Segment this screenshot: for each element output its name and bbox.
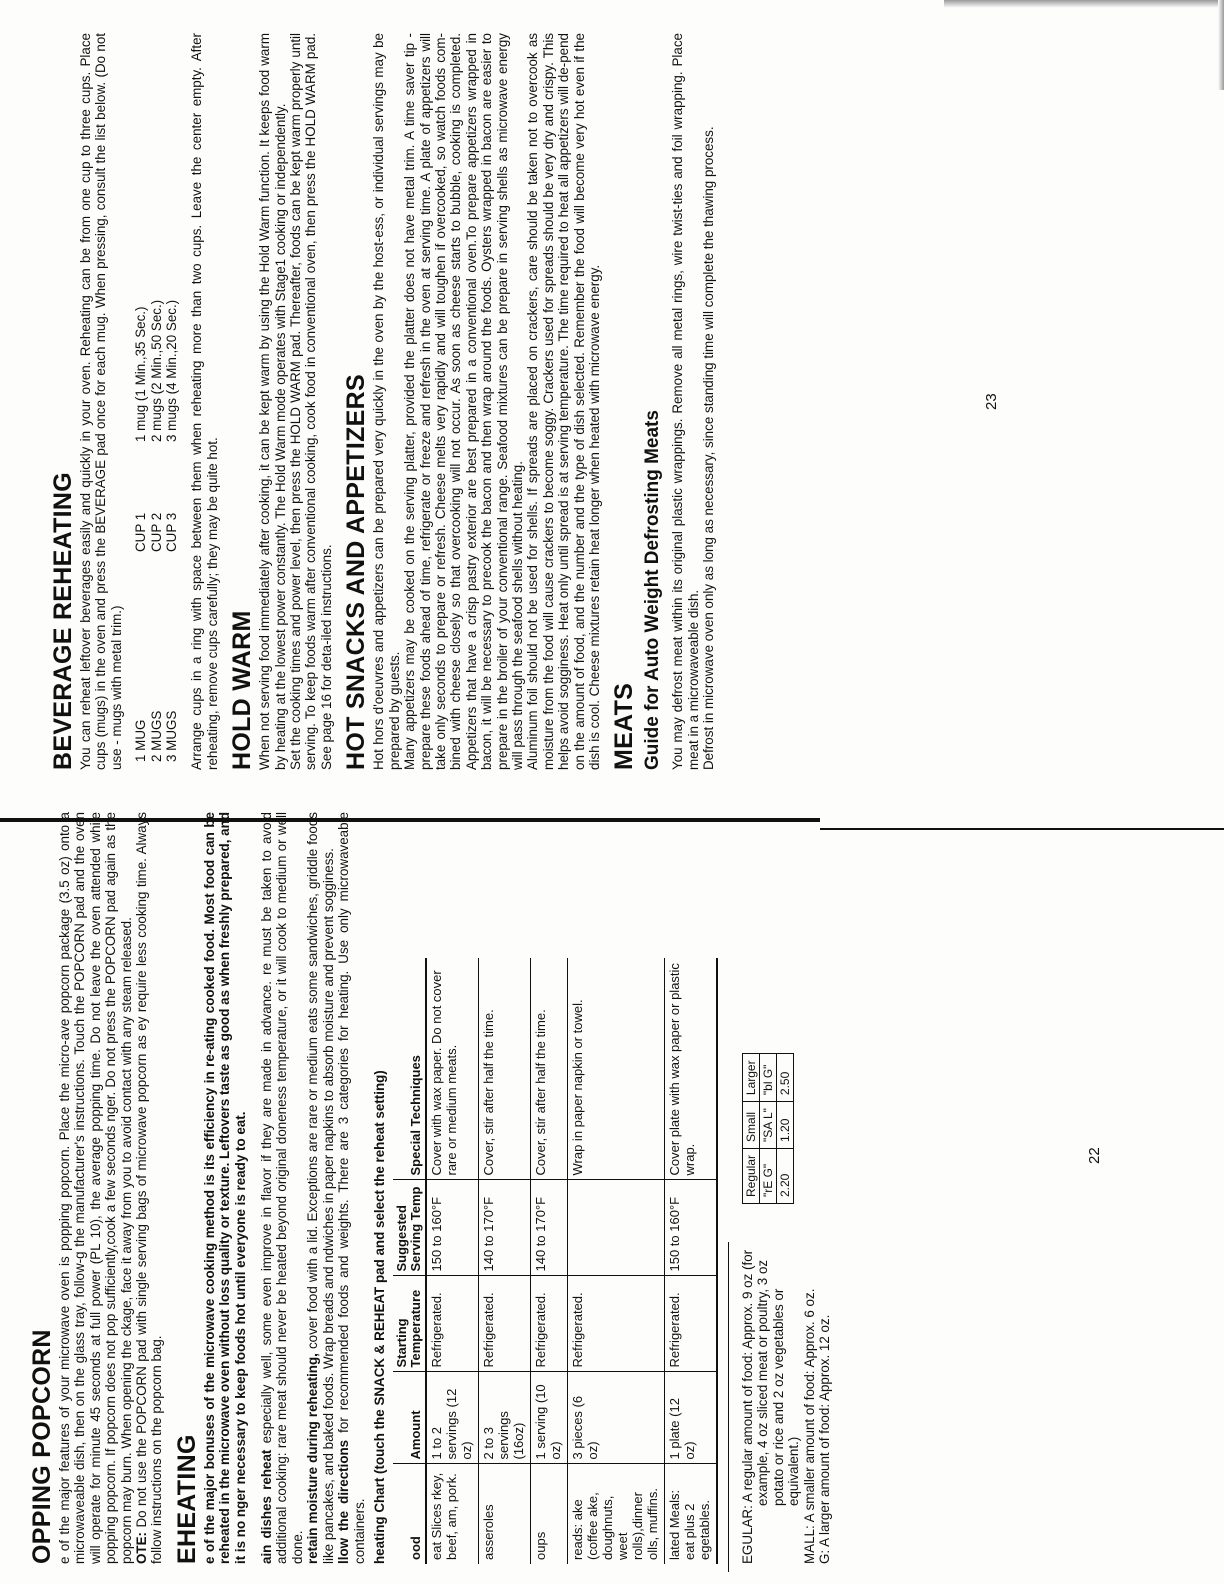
table-row [530,958,567,1564]
table-cell [567,1180,664,1276]
reheating-lead: e of the major bonuses of the microwave cooking method is its efficiency in re-ating cooked food. Most food can be reheated in the microwave oven without loss quality or texture. Leftovers taste as good as when freshly prepared, and it is no nger necessary to keep foods hot until everyone is ready to eat. [201,812,248,1564]
table-cell: Cover, stir after half the time. [478,958,530,1180]
table-cell: Refrigerated. [478,1276,530,1372]
table-cell: Refrigerated. [530,1276,567,1372]
table-cell: Refrigerated. [664,1276,717,1372]
table-row [478,958,530,1564]
table-cell: Cover with wax paper. Do not cover rare or medium meats. [426,958,479,1180]
table-row [759,1054,776,1204]
table-cell: Cover, stir after half the time. [530,958,567,1180]
table-cell: 1 to 2 servings (12 oz) [426,1372,479,1464]
table-cell: 3 mugs (4 Min.,20 Sec.) [164,299,180,442]
table-cell: "SA L" [759,1102,776,1149]
portion-definitions [730,1224,832,1564]
page-22 [24,804,1114,1564]
table-cell: Cover plate with wax paper or plastic wrap. [664,958,717,1180]
reheating-chart [393,958,718,1564]
table-cell: Larger [742,1054,759,1102]
chart-header-techniques: Special Techniques [393,958,426,1180]
chart-header-food: ood [393,1464,426,1564]
large-definition [817,1224,832,1564]
hot-snacks-text-1: Hot hors d'oeuvres and appetizers can be prepared very quickly in the oven by the host-ess, or individual servings may be prepared by guests. [371,33,402,770]
table-cell: 1 plate (12 oz) [664,1372,717,1464]
page-corner-shadow-right [1218,0,1224,90]
table-cell: Small [742,1102,759,1149]
reheat-main-dishes-text: especially well, some even improve in flavor if they are made in advance. re must be taken to avoid additional cooking: rare meat should never be heated beyond original doneness temperature, or it will cook to medium or well done. [259,812,305,1564]
beverage-text: You can reheat leftover beverages easily and quickly in your oven. Reheating can be from one cup to three cups. Place cups (mugs) in the oven and press the BEVERAGE pad once for each mug. When pressing, consult the list below. (Do not use - mugs with metal trim.) [78,33,124,770]
reheating-chart-header-row [393,958,426,1564]
table-row [149,300,164,762]
table-row [426,958,479,1564]
table-cell: 2 MUGS [148,710,164,762]
chart-header-amount: Amount [393,1372,426,1464]
meats-text-1: You may defrost meat within its original plastic wrappings. Remove all metal rings, wire twist-ties and foil wrapping. Place meat in a microwaveable dish. [670,33,701,770]
table-cell: 1 MUG [133,719,149,762]
large-label: G: [816,1549,832,1564]
small-label: MALL: [801,1525,817,1564]
arrange-cups-text: Arrange cups in a ring with space between them when reheating more than two cups. Leave the center empty. After reheating, remove cups carefully; they may be quite hot. [189,33,220,770]
table-cell: 150 to 160°F [664,1180,717,1276]
popcorn-heading: OPPING POPCORN [28,1329,56,1564]
table-cell: 2.20 [776,1148,793,1203]
regular-definition [740,1224,802,1564]
reheating-heading: EHEATING [172,1434,201,1564]
meats-text-2: Defrost in microwave oven only as long as necessary, since standing time will complete the thawing process. [701,126,717,770]
table-cell: Refrigerated. [567,1276,664,1372]
table-cell: 150 to 160°F [426,1180,479,1276]
table-cell: "rE G" [759,1148,776,1203]
hot-snacks-heading: HOT SNACKS AND APPETIZERS [342,374,371,770]
popcorn-note-label: OTE: [134,1532,150,1564]
popcorn-note-text: Do not use the POPCORN pad with single serving bags of microwave popcorn as ey require less cooking time. Always follow instructions on the popcorn bag. [134,812,165,1564]
notes-box-border [728,1242,729,1572]
hold-warm-heading: HOLD WARM [228,610,257,770]
table-cell: Wrap in paper napkin or towel. [567,958,664,1180]
table-cell: eat Slices rkey, beef, am, pork. [426,1464,479,1564]
table-cell: asseroles [478,1464,530,1564]
hold-warm-text-1: When not serving food immediately after cooking, it can be kept warm by using the Hold Warm function. It keeps food warm by heating at the lowest power constantly. The Hold Warm mode operates with Stage1 cooking or independently. [257,33,288,770]
table-row [567,958,664,1564]
chart-header-serving-temp: Suggested Serving Temp [393,1180,426,1276]
table-cell: 140 to 170°F [530,1180,567,1276]
table-cell: 140 to 170°F [478,1180,530,1276]
table-cell: 2 to 3 servings (16oz) [478,1372,530,1464]
reheat-directions-bold: llow the directions [336,1439,352,1564]
table-cell: CUP 3 [164,512,180,552]
meats-heading: MEATS [610,682,639,770]
table-cell: "bl G" [759,1054,776,1102]
table-cell: Refrigerated. [426,1276,479,1372]
regular-text: A regular amount of food: Approx. 9 oz (for example, 4 oz sliced meat or poultry, 3 oz potato or rice and 2 oz vegetables or equivalent.) [739,1249,802,1506]
regular-label: EGULAR: [739,1505,755,1564]
table-cell: 1.20 [776,1102,793,1149]
table-row [742,1054,759,1204]
reheat-moisture-bold: retain moisture during reheating, [305,1353,321,1564]
reheat-directions-text: for recommended foods and weights. There are 3 categories for heating. Use only microwaveable containers. [336,812,367,1564]
table-cell: 2 mugs (2 Min.,50 Sec.) [148,299,164,442]
beverage-heading: BEVERAGE REHEATING [49,471,77,770]
table-cell: 1 serving (10 oz) [530,1372,567,1464]
popcorn-note [134,812,165,1564]
reheat-moisture [305,812,336,1564]
table-cell: CUP 2 [148,512,164,552]
large-text: A larger amount of food: Approx. 12 oz. [816,1314,832,1547]
page-corner-shadow-top [944,0,1224,8]
mug-settings-table [133,300,179,762]
table-cell: 3 MUGS [164,710,180,762]
meats-subheading: Guide for Auto Weight Defrosting Meats [642,410,664,770]
table-row [664,958,717,1564]
hot-snacks-text-3: Aluminum foil should not be used for shells. If spreads are placed on crackers, care should be taken not to overcook as moisture from the food will cause crackers to become soggy. Crackers used for spreads should be very dry and crispy. This helps avoid sogginess. Heat only until spread is at serving temperature. The time required to heat all appetizers will de-pend on the amount of food, and the number and the type of dish selected. Remember the food will become very hot even if the dish is cool. Cheese mixtures retain heat longer when heated with microwave energy. [525,33,602,770]
popcorn-text: e of the major features of your microwave oven is popping popcorn. Place the micro-ave popcorn package (3.5 oz) onto a microwaveable dish, then on the glass tray, follow-g the manufacturer's instructions. Touch the POPCORN pad and the oven will operate for minute 45 seconds at full power (PL 10), the average popping time. Do not leave the oven attended while popping popcorn. If popcorn does not pop sufficiently,cook a few seconds nger. Do not press the POPCORN pad again as the popcorn may burn. When opening the ckage, face it away from you to avoid contact with any steam released. [57,812,134,1564]
reheat-main-dishes [259,812,305,1564]
table-cell: 1 mug (1 Min.,35 Sec.) [133,306,149,442]
table-cell: Regular [742,1148,759,1203]
hot-snacks-text-2: Many appetizers may be cooked on the serving platter, provided the platter does not have metal trim. A time saver tip - prepare these foods ahead of time, refrigerate or freeze and refresh in the oven at serving time. A plate of appetizers will take only seconds to prepare or refresh. Cheese melts very rapidly and will toughen if overcooked, so watch foods com-bined with cheese closely so that overcooking will not occur. As soon as cheese starts to bubble, cooking is completed. Appetizers that have a crisp pastry exterior are best prepared in a conventional oven.To prepare appetizers wrapped in bacon, it will be necessary to precook the bacon and then wrap around the foods. Oysters wrapped in bacon are easier to prepare in the broiler of your conventional range. Seafood mixtures can be prepare in serving shells as microwave energy will pass through the seafood shells without heating. [402,33,525,770]
reheating-chart-title: heating Chart (touch the SNACK & REHEAT pad and select the reheat setting) [371,1070,387,1564]
page-23 [45,25,1005,770]
table-cell: lated Meals: eat plus 2 egetables. [664,1464,717,1564]
page-number-22: 22 [1086,1147,1103,1164]
chart-header-starting-temp: Starting Temperature [393,1276,426,1372]
portion-size-table [742,1053,794,1204]
table-cell: reads: ake (coffee ake, doughnuts, weet rolls),dinner olls, muffins. [567,1464,664,1564]
small-definition [802,1224,817,1564]
reheat-moisture-text: cover food with a lid. Exceptions are rare or medium eats some sandwiches, griddle foods like pancakes, and baked foods. Wrap breads and ndwiches in paper napkins to absorb moisture and prevent sogginess. [305,812,336,1564]
reheat-directions [336,812,367,1564]
table-cell: 3 pieces (6 oz) [567,1372,664,1464]
table-cell: 2.50 [776,1054,793,1102]
portion-notes [730,812,880,1564]
table-row [164,300,179,762]
table-cell: oups [530,1464,567,1564]
hold-warm-text-2: Set the cooking times and power level, then press the HOLD WARM pad. Thereafter, foods can be kept warm properly until serving. To keep foods warm after conventional cooking, cook food in conventional oven, then press the HOLD WARM pad. See page 16 for deta-iled instructions. [288,33,334,770]
table-row [133,300,148,762]
table-row [776,1054,793,1204]
page-number-23: 23 [983,393,1000,410]
small-text: A smaller amount of food: Approx. 6 oz. [801,1288,817,1523]
reheat-main-dishes-bold: ain dishes reheat [259,1449,275,1564]
table-cell: CUP 1 [133,512,149,552]
